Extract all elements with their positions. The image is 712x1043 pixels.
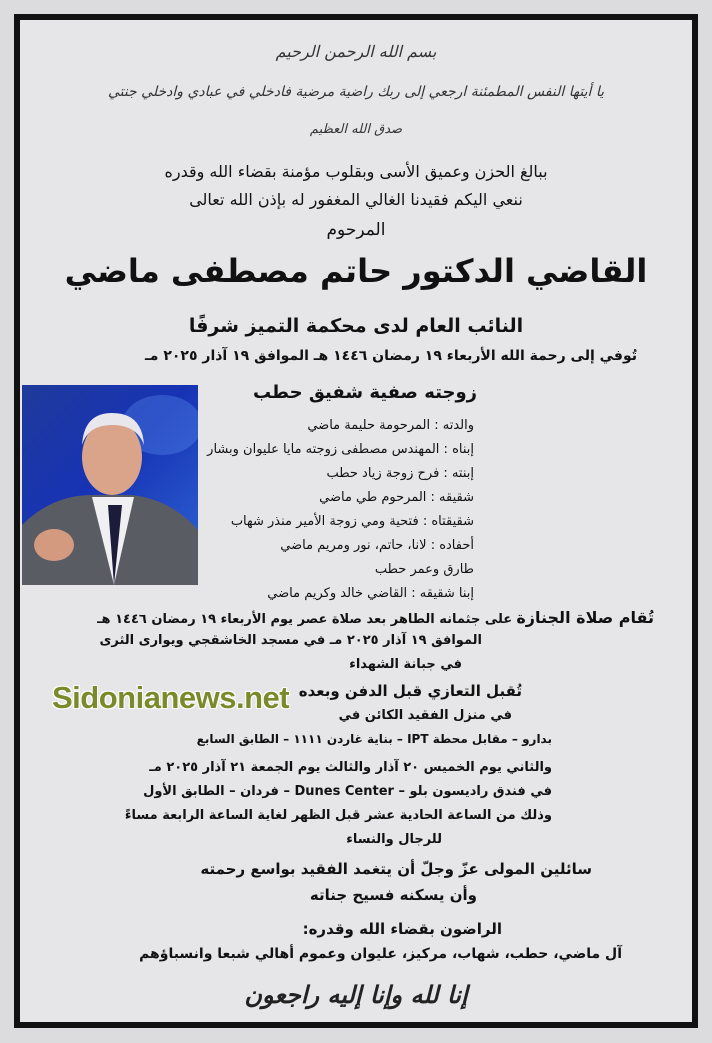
closing-verse: إنا لله وإنا إليه راجعون [244, 980, 468, 1009]
sadaqa-text: صدق الله العظيم [309, 122, 403, 137]
basmala: بسم الله الرحمن الرحيم [275, 42, 437, 61]
brother-line: شقيقه : المرحوم طي ماضي [319, 490, 474, 505]
condolences-line-1: تُقبل التعازي قبل الدفن وبعده [298, 682, 522, 700]
intro-line-2: ننعي اليكم فقيدنا الغالي المغفور له بإذن الله تعالى [189, 190, 523, 209]
funeral-label: تُقام صلاة الجنازة [516, 608, 654, 627]
prayer-line-1: سائلين المولى عزّ وجلّ أن يتغمد الفقيد بواسع رحمته [200, 860, 592, 878]
daughter-line: إبنته : فرح زوجة زياد حطب [326, 466, 474, 481]
condolences-line-4: والثاني يوم الخميس ٢٠ آذار والثالث يوم الجمعة ٢١ آذار ٢٠٢٥ مـ [149, 760, 552, 775]
funeral-line-3: في جبانة الشهداء [349, 657, 462, 672]
sisters-line: شقيقتاه : فتحية ومي زوجة الأمير منذر شهاب [230, 514, 474, 529]
portrait-image [22, 385, 198, 585]
funeral-details: على جثمانه الطاهر بعد صلاة عصر يوم الأربعاء ١٩ رمضان ١٤٤٦ هـ [97, 612, 513, 627]
death-date: تُوفي إلى رحمة الله الأربعاء ١٩ رمضان ١٤٤٦ هـ الموافق ١٩ آذار ٢٠٢٥ مـ [145, 348, 637, 364]
condolences-line-5: في فندق راديسون بلو – Dunes Center – فردان – الطابق الأول [143, 784, 552, 799]
funeral-line-2: الموافق ١٩ آذار ٢٠٢٥ مـ في مسجد الخاشقجي ويوارى الثرى [99, 633, 482, 648]
mourners-label: الراضون بقضاء الله وقدره: [302, 920, 502, 938]
condolences-line-2: في منزل الفقيد الكائن في [338, 708, 512, 723]
mourners-families: آل ماضي، حطب، شهاب، مركيز، عليوان وعموم أهالي شبعا وانسباؤهم [139, 946, 622, 962]
mother-line: والدته : المرحومة حليمة ماضي [307, 418, 474, 433]
deceased-title: النائب العام لدى محكمة التميز شرفًا [188, 315, 524, 337]
condolences-line-6: وذلك من الساعة الحادية عشر قبل الظهر لغاية الساعة الرابعة مساءً [124, 808, 552, 823]
grandchildren-line: أحفاده : لانا، حاتم، نور ومريم ماضي [280, 538, 474, 553]
condolences-line-3: بدارو – مقابل محطة IPT – بناية غاردن ١١١١ – الطابق السابع [196, 732, 552, 746]
prayer-line-2: وأن يسكنه فسيح جناته [309, 886, 477, 904]
sons-line: إبناه : المهندس مصطفى زوجته مايا عليوان وبشار [207, 442, 474, 457]
wife-line: زوجته صفية شفيق حطب [253, 382, 477, 403]
intro-line-1: ببالغ الحزن وعميق الأسى وبقلوب مؤمنة بقضاء الله وقدره [164, 162, 548, 181]
deceased-photo [22, 385, 198, 585]
nephews-line: إبنا شقيقه : القاضي خالد وكريم ماضي [267, 586, 474, 601]
quran-verse: يا أيتها النفس المطمئنة ارجعي إلى ربك راضية مرضية فادخلي في عبادي وادخلي جنتي [107, 84, 605, 100]
obituary-card [14, 14, 698, 1028]
deceased-name: القاضي الدكتور حاتم مصطفى ماضي [64, 252, 648, 290]
funeral-line-1 [97, 608, 654, 627]
site-watermark: Sidonianews.net [52, 680, 290, 715]
condolences-line-7: للرجال والنساء [346, 832, 442, 847]
marhoum-label: المرحوم [326, 220, 386, 240]
grandchildren-line-2: طارق وعمر حطب [374, 562, 474, 577]
